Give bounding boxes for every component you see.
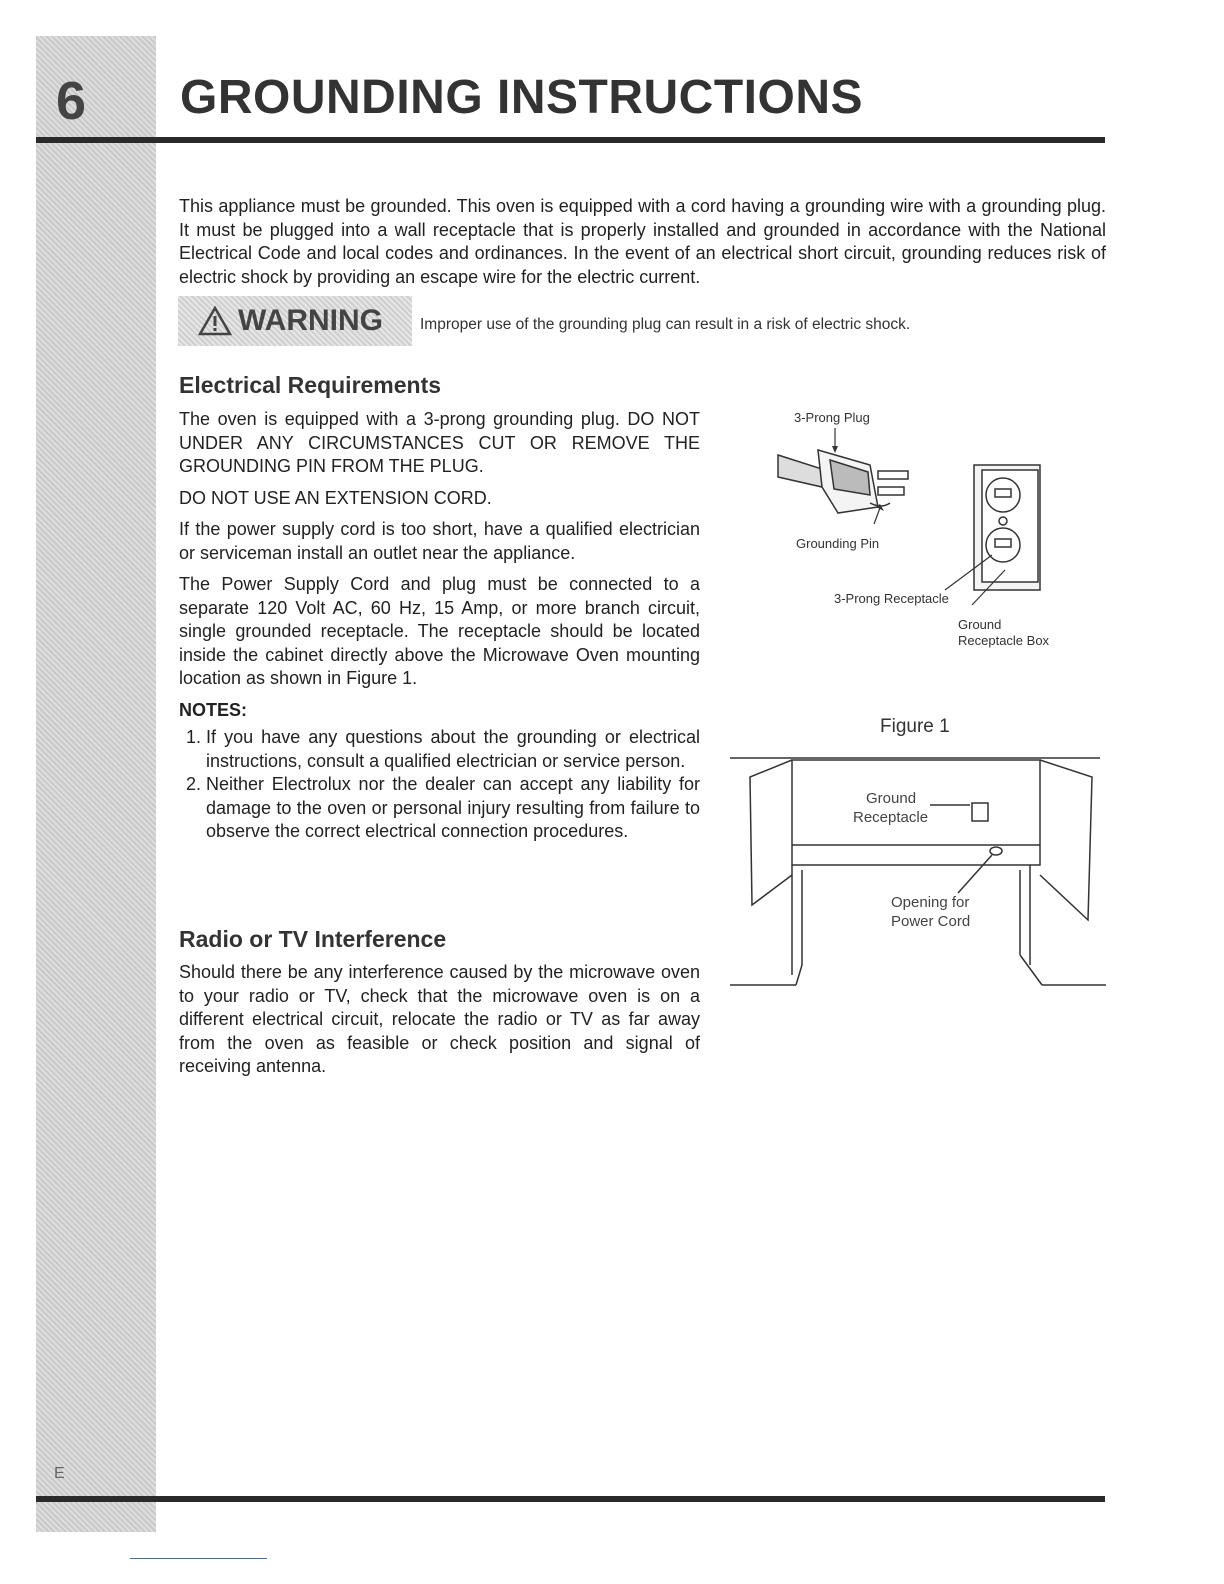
wall-outlet — [974, 465, 1040, 590]
side-band — [36, 36, 156, 1532]
figure-caption: Figure 1 — [880, 716, 950, 737]
intro-paragraph: This appliance must be grounded. This oven is equipped with a cord having a grounding wire with a grounding plug. It must be plugged into a wall receptacle that is properly installed and grounded in accordance with the National Electrical Code and local codes and ordinances. In the event of an electrical short circuit, grounding reduces risk of electric shock by providing an escape wire for the electric current. — [179, 196, 1106, 287]
footer-rule — [36, 1496, 1105, 1502]
plug-illustration — [778, 450, 908, 513]
box-label-2: Receptacle Box — [958, 633, 1050, 648]
electrical-paragraph: DO NOT USE AN EXTENSION CORD. — [179, 487, 492, 508]
electrical-heading: Electrical Requirements — [179, 372, 442, 398]
ground-receptacle-label-2: Receptacle — [853, 809, 929, 826]
ground-receptacle-label-1: Ground — [866, 790, 917, 807]
header-rule — [36, 137, 1105, 143]
notes-list — [179, 726, 700, 844]
plug-receptacle-diagram — [730, 395, 1110, 665]
warning-banner — [178, 296, 412, 346]
note-item: 2. Neither Electrolux nor the dealer can accept any liability for damage to the oven or personal injury resulting from failure to observe the correct electrical connection procedures. — [206, 773, 700, 844]
radio-heading: Radio or TV Interference — [179, 926, 447, 952]
opening-label-1: Opening for — [891, 894, 970, 911]
note-item: 1. If you have any questions about the grounding or electrical instructions, consult a qualified electrician or service person. — [206, 726, 700, 773]
plug-label: 3-Prong Plug — [794, 410, 870, 425]
warning-text: Improper use of the grounding plug can result in a risk of electric shock. — [420, 316, 911, 333]
opening-label-2: Power Cord — [891, 913, 971, 930]
warning-triangle-icon — [198, 306, 232, 336]
warning-label: WARNING — [238, 304, 383, 337]
footer-link-line — [130, 1558, 267, 1559]
radio-section — [179, 961, 700, 1087]
electrical-paragraph: The Power Supply Cord and plug must be connected to a separate 120 Volt AC, 60 Hz, 15 Amp, or more branch circuit, single grounded receptacle. The receptacle should be located inside the cabinet directly above the Microwave Oven mounting location as shown in Figure 1. — [179, 574, 700, 688]
section-number: 6 — [56, 71, 87, 131]
notes-heading: NOTES: — [179, 699, 248, 720]
receptacle-label: 3-Prong Receptacle — [834, 591, 949, 606]
page-title: GROUNDING INSTRUCTIONS — [180, 71, 863, 124]
cabinet-illustration — [730, 758, 1106, 985]
radio-paragraph: Should there be any interference caused by the microwave oven to your radio or TV, check that the microwave oven is on a different electrical circuit, relocate the radio or TV as far away from the oven as feasible or check position and signal of receiving antenna. — [179, 962, 700, 1076]
language-code: E — [54, 1465, 65, 1482]
box-label-1: Ground — [958, 617, 1002, 632]
grounding-pin-label: Grounding Pin — [796, 536, 880, 551]
figure1-cabinet-diagram — [730, 705, 1110, 995]
electrical-paragraph: If the power supply cord is too short, have a qualified electrician or serviceman install an outlet near the appliance. — [179, 519, 700, 563]
electrical-section — [179, 408, 700, 844]
electrical-paragraph: The oven is equipped with a 3-prong grounding plug. DO NOT UNDER ANY CIRCUMSTANCES CUT OR REMOVE THE GROUNDING PIN FROM THE PLUG. — [179, 409, 700, 476]
